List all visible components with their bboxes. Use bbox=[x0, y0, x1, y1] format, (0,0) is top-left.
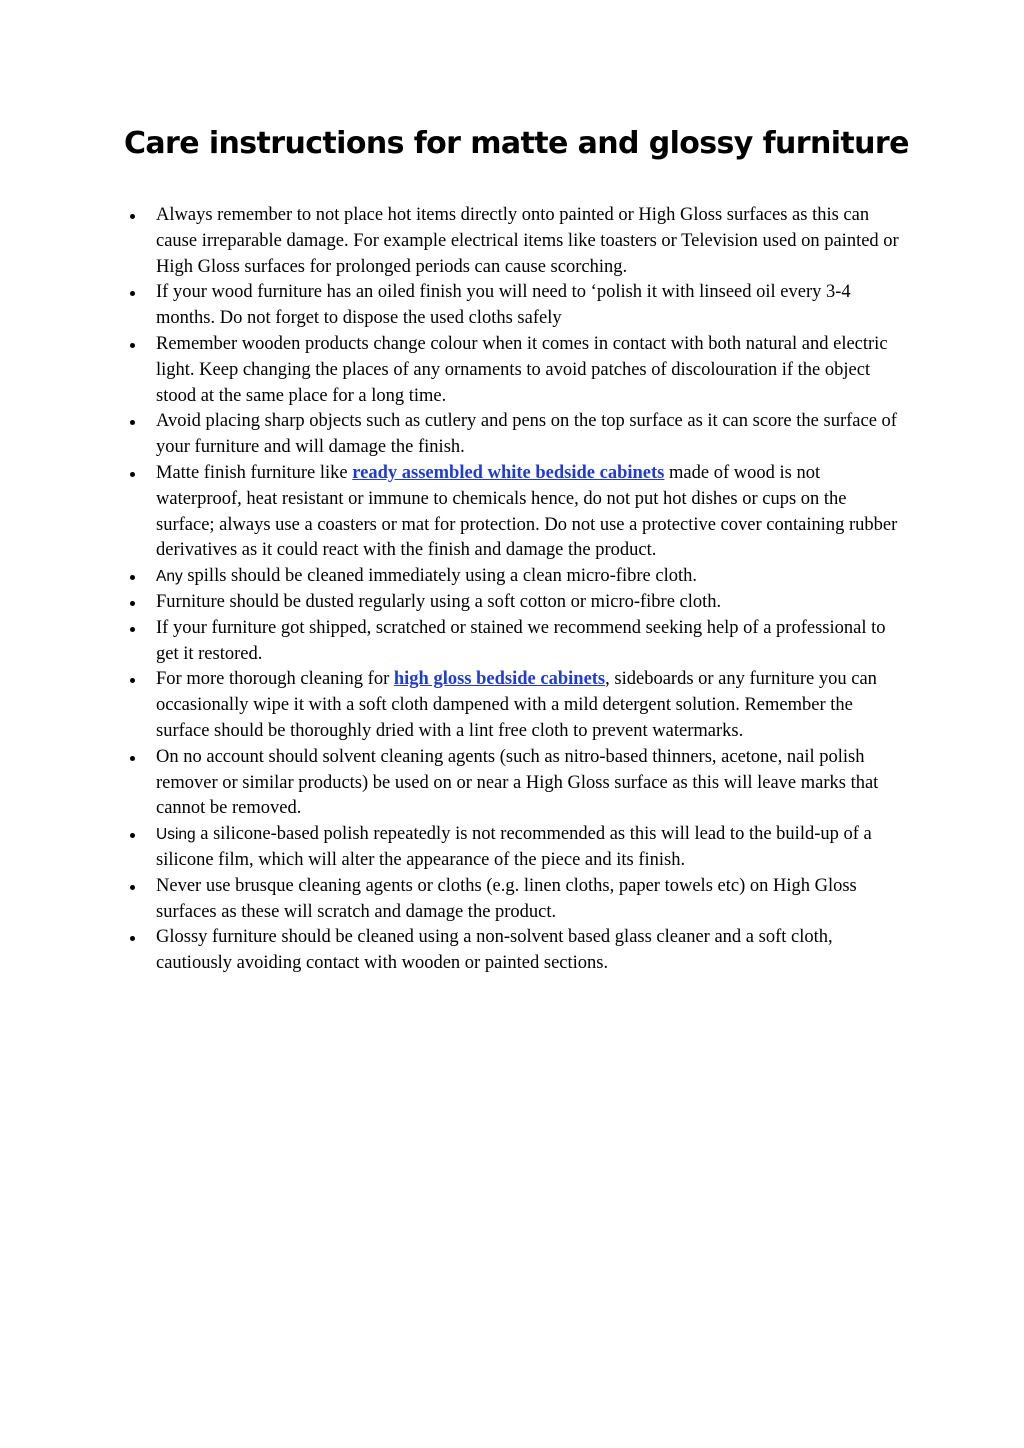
item-text: spills should be cleaned immediately using a clean micro-fibre cloth. bbox=[182, 566, 697, 587]
bullet-icon bbox=[130, 420, 135, 425]
bullet-icon bbox=[130, 291, 135, 296]
item-text: Never use brusque cleaning agents or cloths (e.g. linen cloths, paper towels etc) on High Gloss surfaces as these will scratch and damage the product. bbox=[156, 875, 857, 922]
bullet-icon bbox=[130, 472, 135, 477]
item-text: Avoid placing sharp objects such as cutlery and pens on the top surface as it can score the surface of your furniture and will damage the finish. bbox=[156, 411, 897, 458]
list-item bbox=[156, 822, 902, 874]
item-text: Furniture should be dusted regularly using a soft cotton or micro-fibre cloth. bbox=[156, 591, 722, 612]
list-item bbox=[156, 874, 902, 926]
item-text: If your furniture got shipped, scratched or stained we recommend seeking help of a professional to get it restored. bbox=[156, 617, 886, 664]
white-bedside-cabinets-link[interactable]: ready assembled white bedside cabinets bbox=[352, 462, 665, 483]
bullet-icon bbox=[130, 678, 135, 683]
bullet-icon bbox=[130, 575, 135, 580]
bullet-icon bbox=[130, 343, 135, 348]
list-item bbox=[156, 409, 902, 461]
bullet-icon bbox=[130, 627, 135, 632]
bullet-icon bbox=[130, 936, 135, 941]
bullet-icon bbox=[130, 756, 135, 761]
item-text-after: made of wood is not waterproof, heat resistant or immune to chemicals hence, do not put hot dishes or cups on the surface; always use a coasters or mat for protection. Do not use a protective cover containing rubber derivatives as it could react with the finish and damage the product. bbox=[156, 462, 898, 561]
item-text: If your wood furniture has an oiled finish you will need to ‘polish it with linseed oil every 3-4 months. Do not forget to dispose the used cloths safely bbox=[156, 282, 851, 329]
list-item bbox=[156, 616, 902, 668]
care-instructions-list bbox=[156, 203, 902, 977]
item-lead-word: Using bbox=[156, 826, 196, 844]
bullet-icon bbox=[130, 833, 135, 838]
item-text: a silicone-based polish repeatedly is not recommended as this will lead to the build-up of a silicone film, which will alter the appearance of the piece and its finish. bbox=[156, 824, 872, 870]
list-item bbox=[156, 925, 902, 977]
list-item bbox=[156, 667, 902, 744]
item-text: Remember wooden products change colour when it comes in contact with both natural and electric light. Keep changing the places of any ornaments to avoid patches of discolouration if the object stood at the same place for a long time. bbox=[156, 333, 888, 406]
list-item bbox=[156, 332, 902, 409]
bullet-icon bbox=[130, 885, 135, 890]
list-item bbox=[156, 461, 902, 564]
item-text-before: For more thorough cleaning for bbox=[156, 669, 394, 690]
list-item bbox=[156, 203, 902, 280]
bullet-icon bbox=[130, 214, 135, 219]
item-lead-word: Any bbox=[156, 568, 183, 586]
list-item bbox=[156, 745, 902, 822]
list-item bbox=[156, 590, 902, 616]
item-text: Always remember to not place hot items directly onto painted or High Gloss surfaces as this can cause irreparable damage. For example electrical items like toasters or Television used on painted or High Gloss surfaces for prolonged periods can cause scorching. bbox=[156, 205, 899, 277]
bullet-icon bbox=[130, 601, 135, 606]
list-item bbox=[156, 280, 902, 332]
high-gloss-bedside-cabinets-link[interactable]: high gloss bedside cabinets bbox=[393, 669, 606, 690]
item-text-after: , sideboards or any furniture you can occasionally wipe it with a soft cloth dampened with a mild detergent solution. Remember the surface should be thoroughly dried with a lint free cloth to prevent watermarks. bbox=[156, 669, 877, 741]
item-text: On no account should solvent cleaning agents (such as nitro-based thinners, acetone, nail polish remover or similar products) be used on or near a High Gloss surface as this will leave marks that cannot be removed. bbox=[156, 746, 879, 819]
list-item bbox=[156, 564, 902, 590]
item-text: Glossy furniture should be cleaned using a non-solvent based glass cleaner and a soft cloth, cautiously avoiding contact with wooden or painted sections. bbox=[156, 927, 833, 974]
page-title: Care instructions for matte and glossy furniture bbox=[124, 126, 909, 161]
item-text-before: Matte finish furniture like bbox=[156, 462, 353, 483]
